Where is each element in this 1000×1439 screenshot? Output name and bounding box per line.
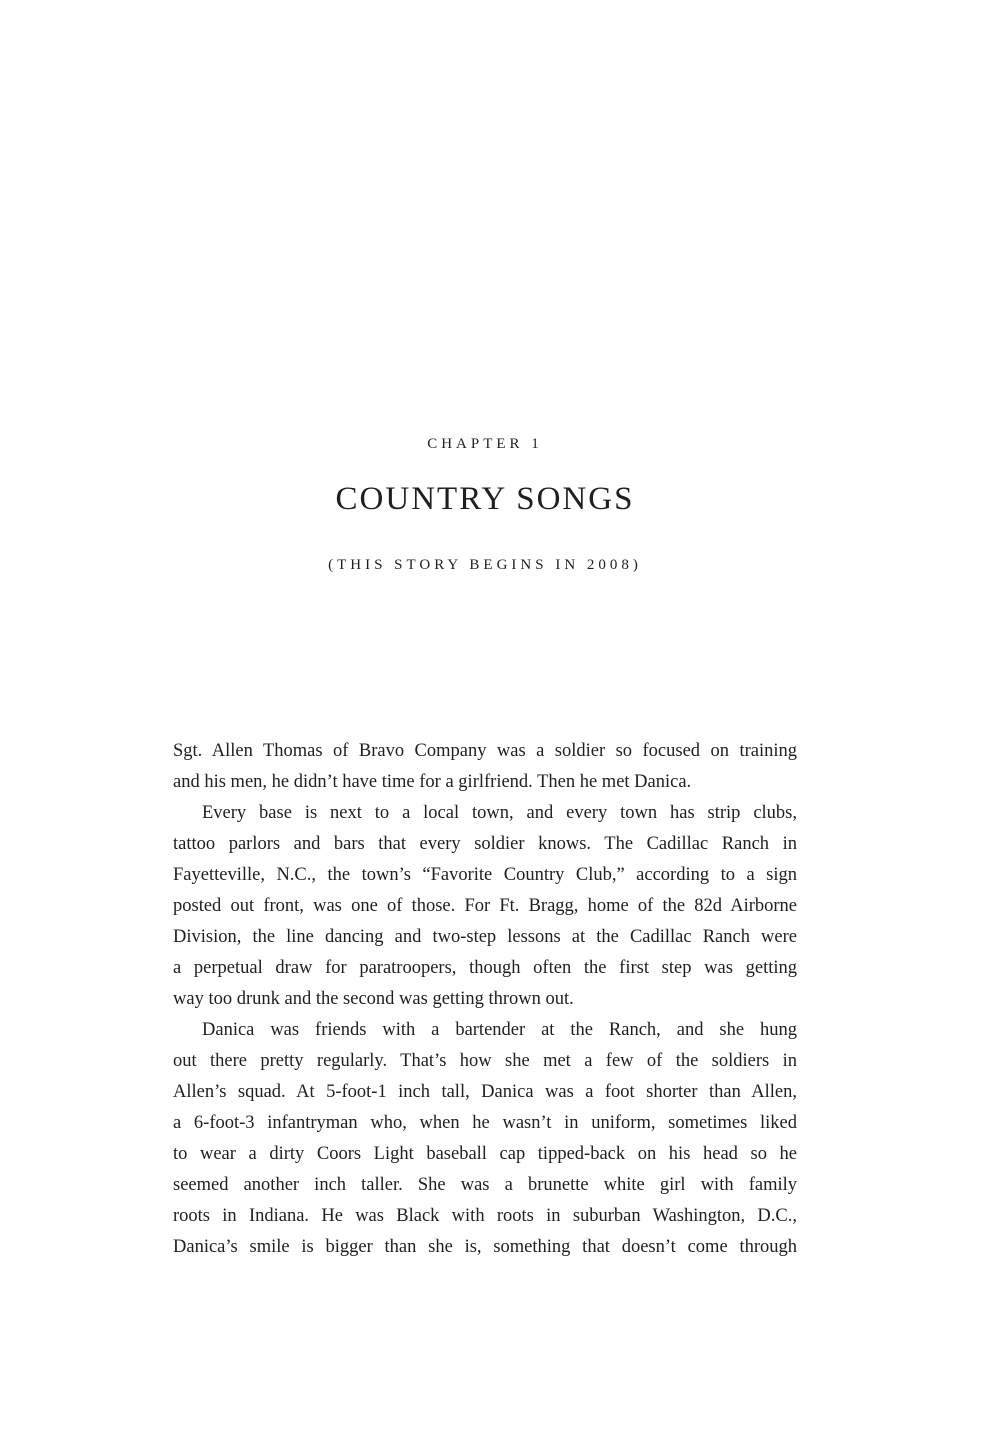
body-text-line: posted out front, was one of those. For Ft. Bragg, home of the 82d Airborne [173, 896, 797, 916]
body-text-line: Fayetteville, N.C., the town’s “Favorite Country Club,” according to a sign [173, 865, 797, 885]
chapter-title: COUNTRY SONGS [335, 481, 635, 517]
body-text-line: Division, the line dancing and two-step lessons at the Cadillac Ranch were [173, 927, 797, 947]
body-text-line: Danica’s smile is bigger than she is, something that doesn’t come through [173, 1237, 797, 1257]
body-text-line: a 6-foot-3 infantryman who, when he wasn’t in uniform, sometimes liked [173, 1113, 797, 1133]
body-text-line: and his men, he didn’t have time for a girlfriend. Then he met Danica. [173, 772, 692, 792]
body-text-line: tattoo parlors and bars that every soldier knows. The Cadillac Ranch in [173, 834, 797, 854]
body-text-line: out there pretty regularly. That’s how she met a few of the soldiers in [173, 1051, 797, 1071]
body-text-line: to wear a dirty Coors Light baseball cap tipped-back on his head so he [173, 1144, 797, 1164]
body-text-line: way too drunk and the second was getting thrown out. [173, 989, 574, 1009]
body-text-line: a perpetual draw for paratroopers, though often the first step was getting [173, 958, 797, 978]
body-text-line: Every base is next to a local town, and every town has strip clubs, [202, 803, 797, 823]
body-text-line: Danica was friends with a bartender at the Ranch, and she hung [202, 1020, 797, 1040]
chapter-number: CHAPTER 1 [427, 436, 543, 452]
chapter-subtitle: (THIS STORY BEGINS IN 2008) [328, 557, 642, 573]
body-text-line: roots in Indiana. He was Black with roots in suburban Washington, D.C., [173, 1206, 797, 1226]
body-text-line: Allen’s squad. At 5-foot-1 inch tall, Danica was a foot shorter than Allen, [173, 1082, 797, 1102]
body-text-line: Sgt. Allen Thomas of Bravo Company was a soldier so focused on training [173, 741, 797, 761]
body-text [173, 736, 797, 1263]
body-text-line: seemed another inch taller. She was a brunette white girl with family [173, 1175, 797, 1195]
